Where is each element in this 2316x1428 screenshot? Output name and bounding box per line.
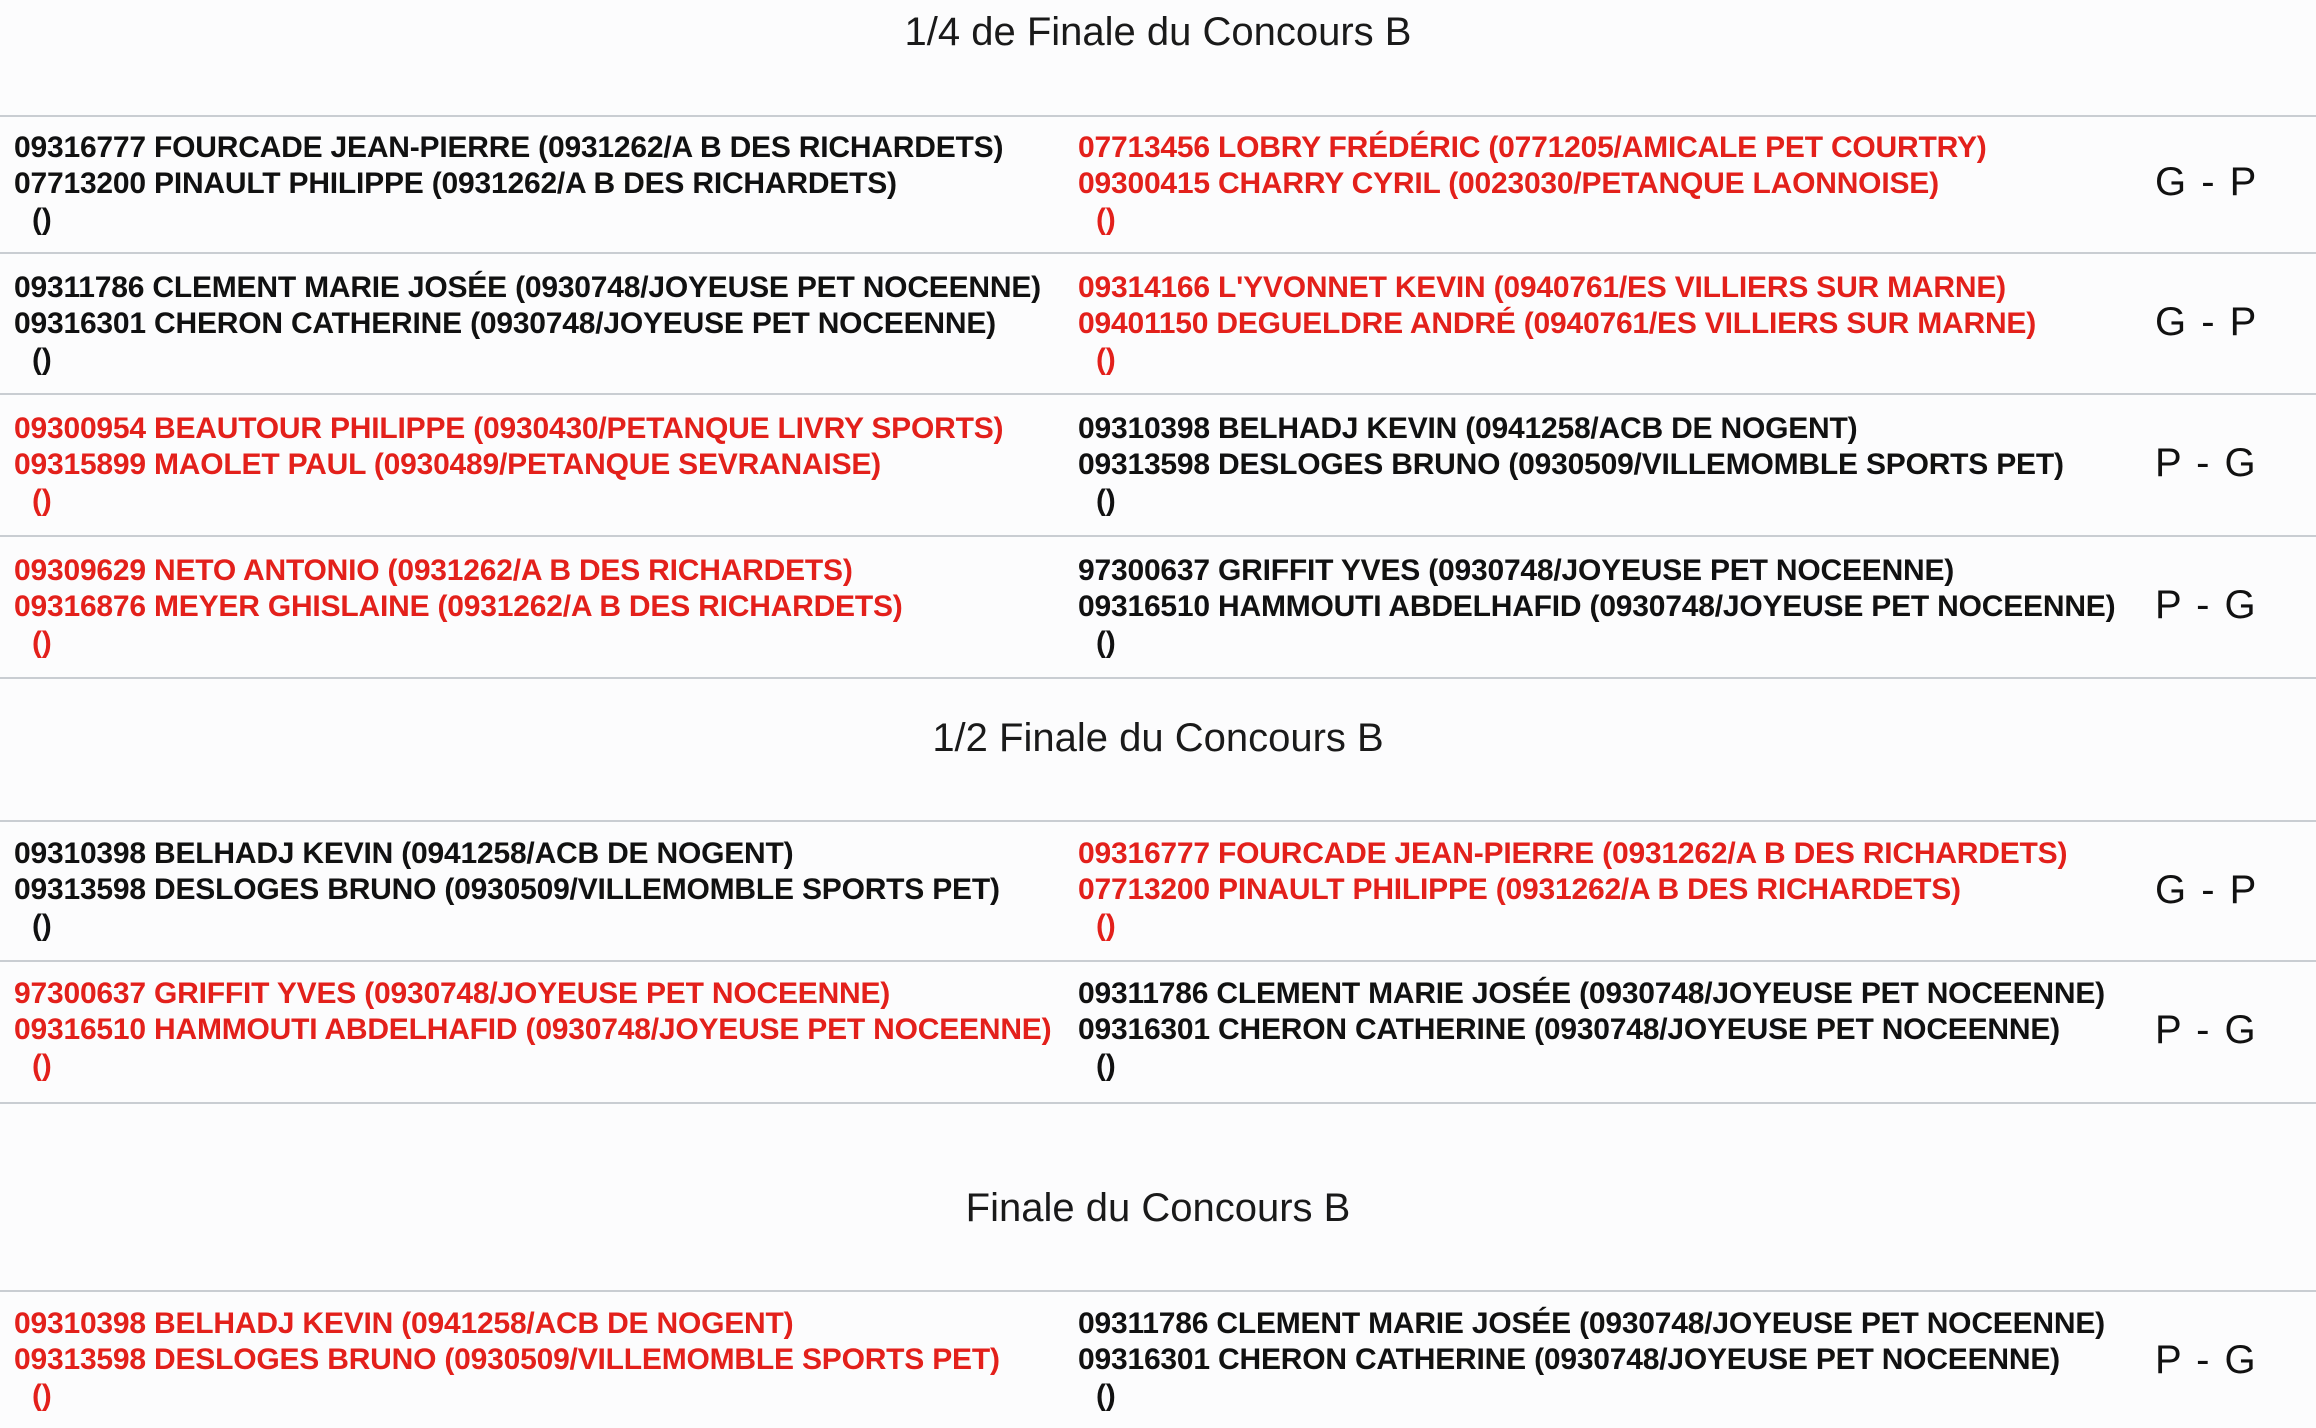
player-line: 09313598 DESLOGES BRUNO (0930509/VILLEMOMBLE SPORTS PET): [1078, 448, 2064, 481]
divider: [0, 1290, 2316, 1292]
player-line: 09316510 HAMMOUTI ABDELHAFID (0930748/JOYEUSE PET NOCEENNE): [14, 1013, 1052, 1046]
player-line: 07713200 PINAULT PHILIPPE (0931262/A B DES RICHARDETS): [14, 167, 897, 200]
team-left: [14, 411, 1003, 519]
player-line: 09316301 CHERON CATHERINE (0930748/JOYEUSE PET NOCEENNE): [1078, 1343, 2060, 1376]
team-extra: (): [32, 1049, 52, 1082]
team-extra: (): [1096, 1379, 1116, 1412]
player-line: 09311786 CLEMENT MARIE JOSÉE (0930748/JOYEUSE PET NOCEENNE): [1078, 977, 2105, 1010]
divider: [0, 252, 2316, 254]
divider: [0, 960, 2316, 962]
team-right: [1078, 270, 2036, 378]
section-title-semifinal: 1/2 Finale du Concours B: [932, 716, 1384, 760]
player-line: 09316301 CHERON CATHERINE (0930748/JOYEUSE PET NOCEENNE): [1078, 1013, 2060, 1046]
player-line: 09310398 BELHADJ KEVIN (0941258/ACB DE NOGENT): [14, 1307, 794, 1340]
player-line: 09311786 CLEMENT MARIE JOSÉE (0930748/JOYEUSE PET NOCEENNE): [14, 271, 1041, 304]
match-score: P - G: [2155, 1338, 2258, 1382]
divider: [0, 677, 2316, 679]
player-line: 09313598 DESLOGES BRUNO (0930509/VILLEMOMBLE SPORTS PET): [14, 1343, 1000, 1376]
player-line: 97300637 GRIFFIT YVES (0930748/JOYEUSE PET NOCEENNE): [14, 977, 891, 1010]
divider: [0, 820, 2316, 822]
divider: [0, 115, 2316, 117]
player-line: 09316777 FOURCADE JEAN-PIERRE (0931262/A B DES RICHARDETS): [14, 131, 1004, 164]
team-extra: (): [1096, 1049, 1116, 1082]
team-right: [1078, 836, 2067, 944]
player-line: 09310398 BELHADJ KEVIN (0941258/ACB DE NOGENT): [1078, 412, 1858, 445]
player-line: 09311786 CLEMENT MARIE JOSÉE (0930748/JOYEUSE PET NOCEENNE): [1078, 1307, 2105, 1340]
match-score: P - G: [2155, 1008, 2258, 1052]
team-left: [14, 976, 1051, 1084]
team-right: [1078, 976, 2105, 1084]
player-line: 09300415 CHARRY CYRIL (0023030/PETANQUE LAONNOISE): [1078, 167, 1939, 200]
divider: [0, 535, 2316, 537]
player-line: 09401150 DEGUELDRE ANDRÉ (0940761/ES VILLIERS SUR MARNE): [1078, 307, 2037, 340]
player-line: 09316301 CHERON CATHERINE (0930748/JOYEUSE PET NOCEENNE): [14, 307, 996, 340]
match-score: P - G: [2155, 441, 2258, 485]
match-score: G - P: [2155, 300, 2259, 344]
player-line: 09309629 NETO ANTONIO (0931262/A B DES RICHARDETS): [14, 554, 853, 587]
section-title-quarterfinal: 1/4 de Finale du Concours B: [904, 10, 1412, 54]
team-right: [1078, 553, 2115, 661]
match-score: P - G: [2155, 583, 2258, 627]
team-extra: (): [32, 1379, 52, 1412]
team-extra: (): [32, 203, 52, 236]
section-title-final: Finale du Concours B: [965, 1186, 1351, 1230]
player-line: 07713200 PINAULT PHILIPPE (0931262/A B DES RICHARDETS): [1078, 873, 1961, 906]
team-extra: (): [32, 343, 52, 376]
team-left: [14, 130, 1003, 238]
team-extra: (): [1096, 203, 1116, 236]
team-right: [1078, 130, 1987, 238]
team-extra: (): [32, 484, 52, 517]
player-line: 97300637 GRIFFIT YVES (0930748/JOYEUSE PET NOCEENNE): [1078, 554, 1955, 587]
player-line: 09316510 HAMMOUTI ABDELHAFID (0930748/JOYEUSE PET NOCEENNE): [1078, 590, 2116, 623]
team-extra: (): [1096, 626, 1116, 659]
team-left: [14, 270, 1041, 378]
player-line: 09316777 FOURCADE JEAN-PIERRE (0931262/A B DES RICHARDETS): [1078, 837, 2068, 870]
team-extra: (): [32, 626, 52, 659]
team-extra: (): [1096, 484, 1116, 517]
team-extra: (): [1096, 343, 1116, 376]
team-right: [1078, 1306, 2105, 1414]
player-line: 09316876 MEYER GHISLAINE (0931262/A B DES RICHARDETS): [14, 590, 903, 623]
divider: [0, 393, 2316, 395]
player-line: 07713456 LOBRY FRÉDÉRIC (0771205/AMICALE PET COURTRY): [1078, 131, 1987, 164]
player-line: 09313598 DESLOGES BRUNO (0930509/VILLEMOMBLE SPORTS PET): [14, 873, 1000, 906]
team-right: [1078, 411, 2064, 519]
team-left: [14, 1306, 1000, 1414]
match-score: G - P: [2155, 160, 2259, 204]
match-score: G - P: [2155, 868, 2259, 912]
team-extra: (): [1096, 909, 1116, 942]
divider: [0, 1102, 2316, 1104]
team-left: [14, 836, 1000, 944]
player-line: 09300954 BEAUTOUR PHILIPPE (0930430/PETANQUE LIVRY SPORTS): [14, 412, 1004, 445]
team-extra: (): [32, 909, 52, 942]
player-line: 09315899 MAOLET PAUL (0930489/PETANQUE SEVRANAISE): [14, 448, 881, 481]
player-line: 09314166 L'YVONNET KEVIN (0940761/ES VILLIERS SUR MARNE): [1078, 271, 2006, 304]
team-left: [14, 553, 903, 661]
player-line: 09310398 BELHADJ KEVIN (0941258/ACB DE NOGENT): [14, 837, 794, 870]
